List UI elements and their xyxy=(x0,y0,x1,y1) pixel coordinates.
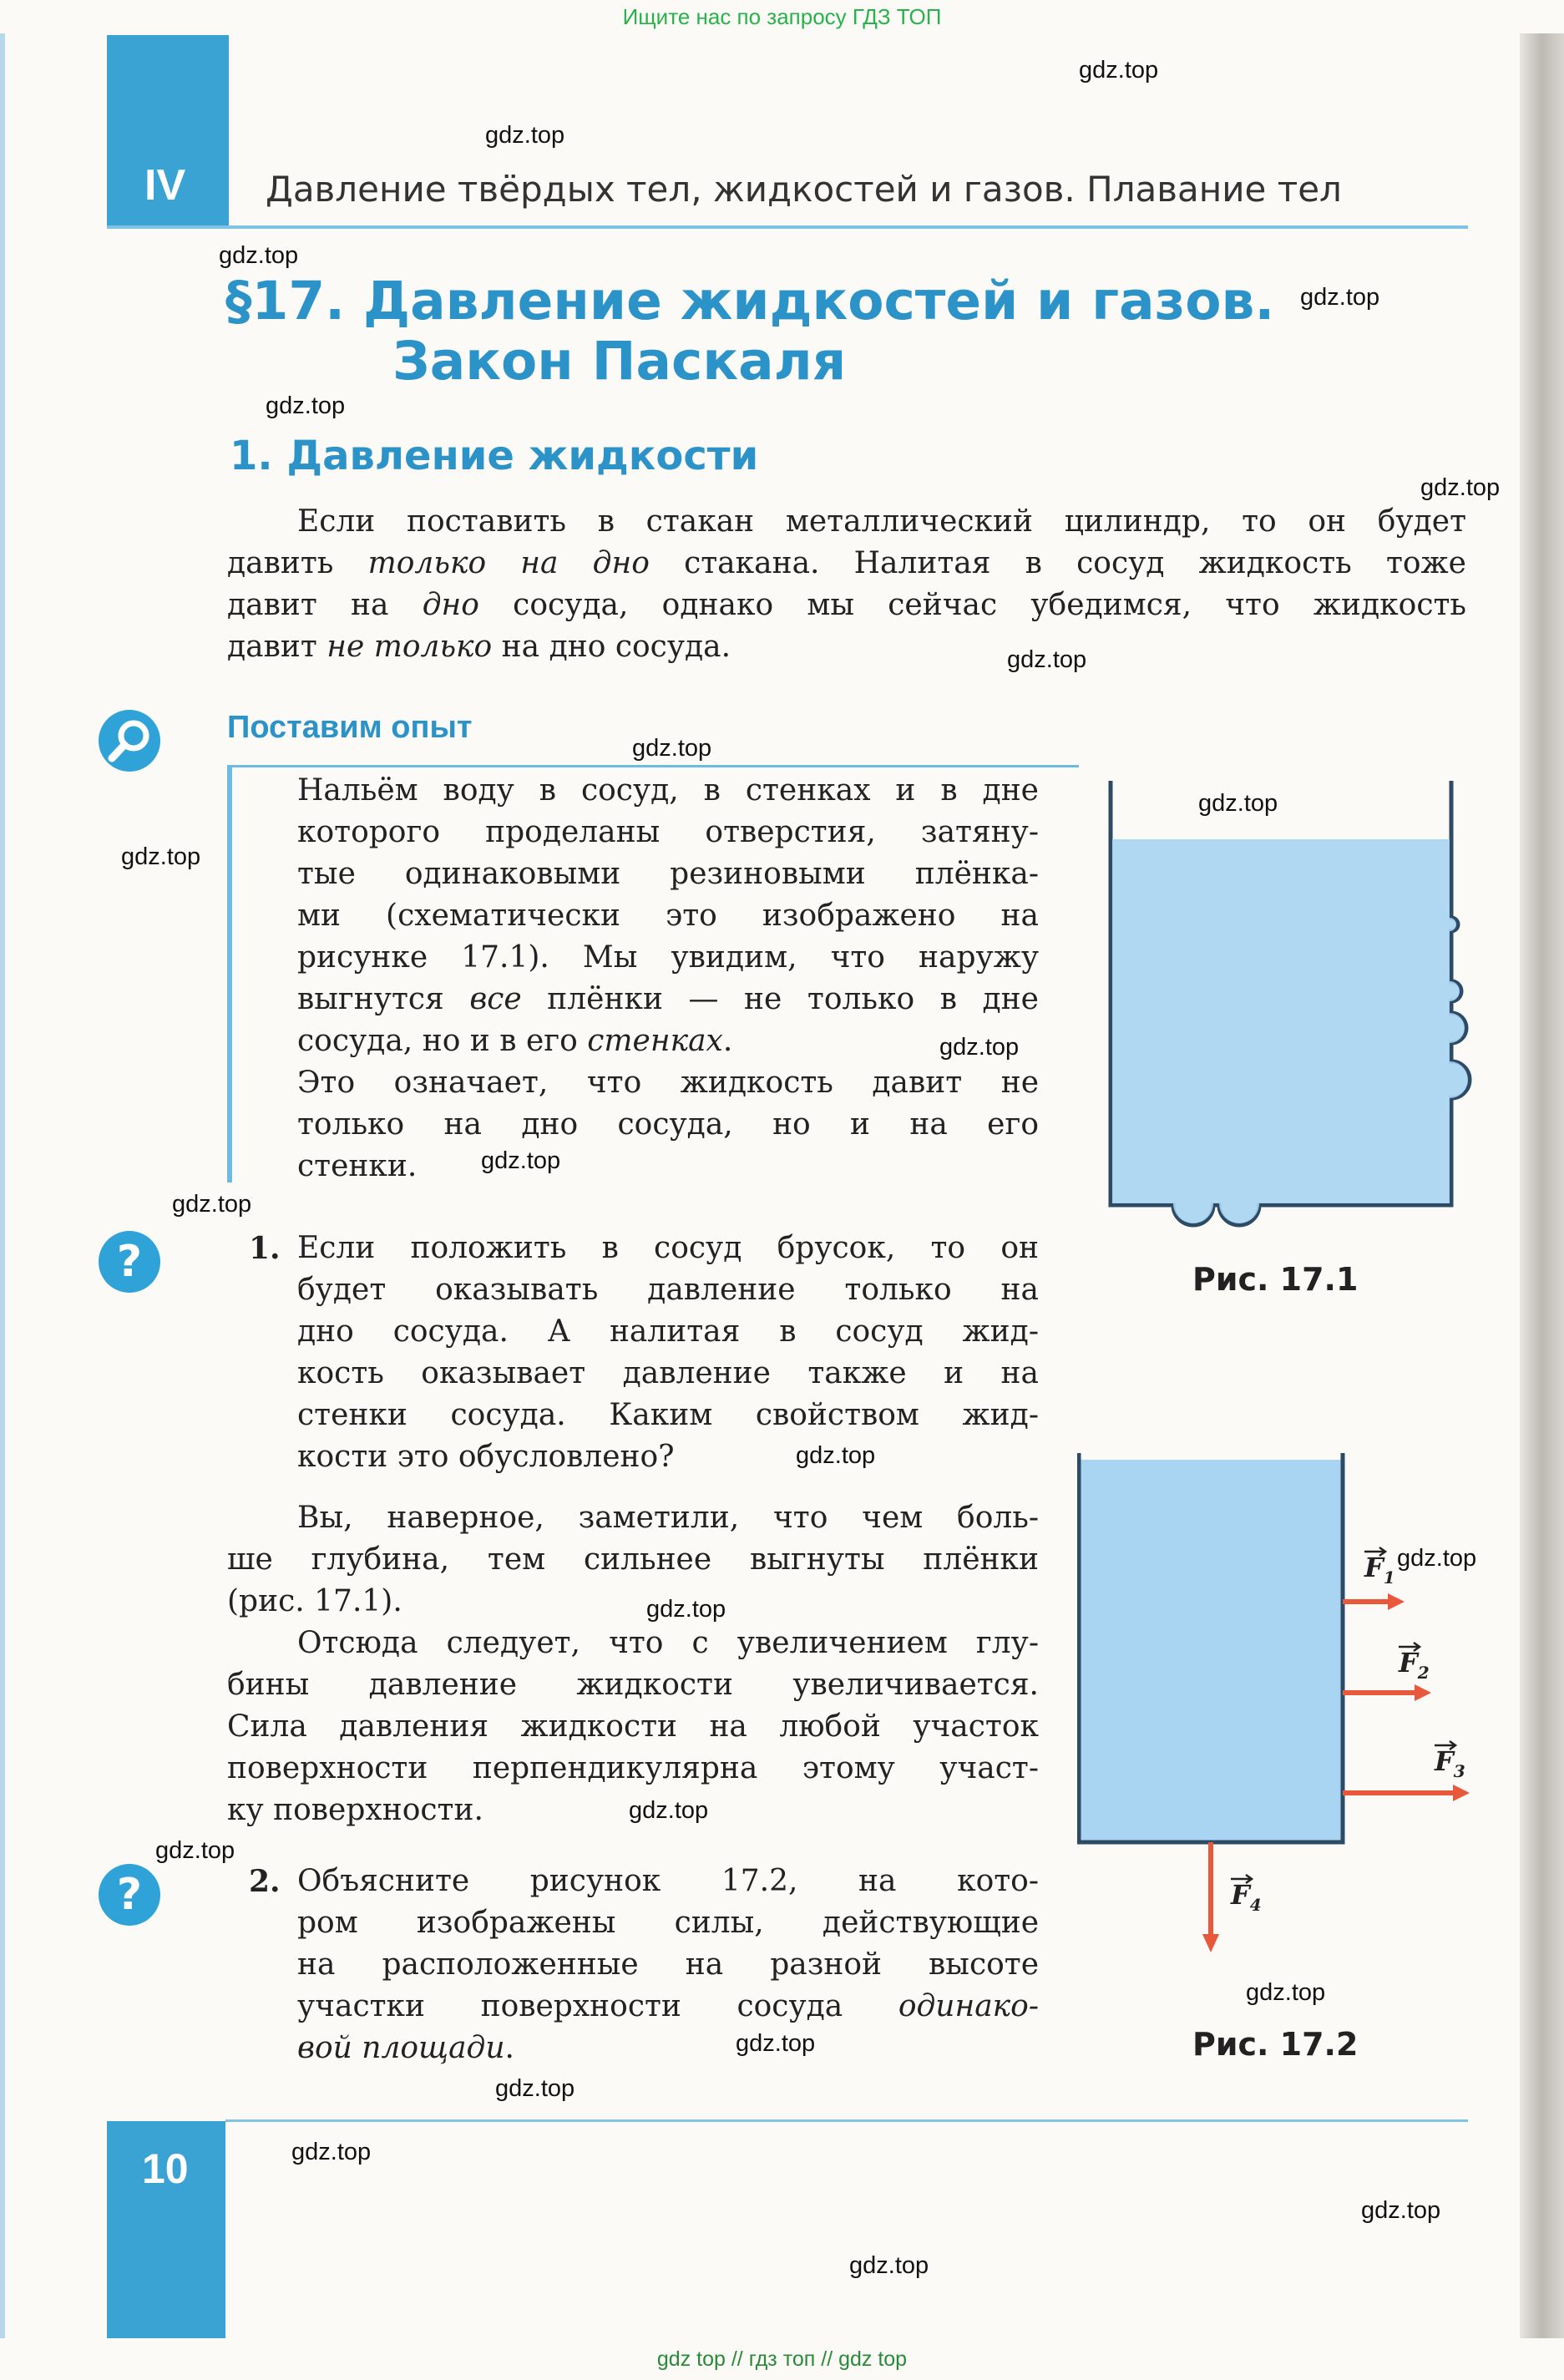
text-line: ку поверхности. xyxy=(227,1793,483,1827)
water xyxy=(1079,1460,1343,1842)
question-line: Если положить в сосуд брусок, то он xyxy=(297,1231,1039,1265)
watermark: gdz.top xyxy=(736,2030,816,2057)
experiment-line: ми (схематически это изображено на xyxy=(297,899,1039,933)
text-line: Отсюда следует, что с увеличением глу- xyxy=(297,1626,1039,1660)
depth-paragraph xyxy=(227,1497,1039,1623)
figure-17-1 xyxy=(1086,781,1478,1232)
experiment-line: выгнутся все плёнки — не только в дне xyxy=(297,982,1039,1016)
experiment-line: сосуда, но и в его стенках. xyxy=(297,1024,733,1058)
watermark: gdz.top xyxy=(1397,1545,1477,1572)
watermark: gdz.top xyxy=(291,2139,372,2165)
watermark: gdz.top xyxy=(1420,474,1501,501)
figure-17-2-caption: Рис. 17.2 xyxy=(1192,2026,1359,2063)
question-line: кости это обусловлено? xyxy=(297,1440,675,1474)
experiment-line: которого проделаны отверстия, затяну- xyxy=(297,815,1039,849)
watermark: gdz.top xyxy=(849,2252,929,2279)
watermark: gdz.top xyxy=(1079,57,1159,84)
experiment-side-rule xyxy=(227,765,232,1182)
top-banner[interactable]: Ищите нас по запросу ГДЗ ТОП xyxy=(622,4,942,29)
question-1-number: 1. xyxy=(249,1231,281,1266)
question-line: стенки сосуда. Каким свойством жид- xyxy=(297,1398,1039,1432)
watermark: gdz.top xyxy=(121,843,201,870)
question-line: ром изображены силы, действующие xyxy=(297,1906,1039,1940)
experiment-title: Поставим опыт xyxy=(227,710,473,745)
question-line: участки поверхности сосуда одинако- xyxy=(297,1989,1039,2023)
watermark: gdz.top xyxy=(1246,1979,1326,2006)
force-label-f3: $F_3$ xyxy=(1435,1745,1465,1781)
magnifier-icon xyxy=(99,710,160,772)
watermark: gdz.top xyxy=(629,1797,709,1824)
force-label-f1: $F_1$ xyxy=(1364,1552,1395,1588)
text-line: Вы, наверное, заметили, что чем боль- xyxy=(297,1501,1039,1535)
page-number: 10 xyxy=(142,2145,189,2192)
experiment-top-rule xyxy=(227,765,1079,767)
subheading: 1. Давление жидкости xyxy=(230,433,759,479)
question-line: вой площади. xyxy=(297,2031,514,2065)
experiment-line: Это означает, что жидкость давит не xyxy=(297,1066,1039,1100)
question-icon: ? xyxy=(99,1864,160,1926)
force-label-f2: $F_2$ xyxy=(1399,1647,1430,1683)
text-line: ше глубина, тем сильнее выгнуты плёнки xyxy=(227,1542,1039,1577)
figure-17-1-caption: Рис. 17.1 xyxy=(1192,1261,1359,1298)
watermark: gdz.top xyxy=(939,1034,1020,1061)
watermark: gdz.top xyxy=(495,2075,575,2102)
question-1-text xyxy=(297,1228,1039,1478)
left-margin-stripe xyxy=(0,33,5,2338)
section-title-line2: Закон Паскаля xyxy=(392,331,847,392)
question-icon: ? xyxy=(99,1231,160,1293)
watermark: gdz.top xyxy=(632,735,712,762)
intro-line: Если поставить в стакан металлический цилиндр, то он будет xyxy=(297,504,1466,539)
question-line: Объясните рисунок 17.2, на кото- xyxy=(297,1864,1039,1898)
watermark: gdz.top xyxy=(481,1147,561,1174)
chapter-tab xyxy=(107,35,229,229)
figure-17-2 xyxy=(1077,1453,1478,1971)
question-2-text xyxy=(297,1861,1039,2069)
watermark: gdz.top xyxy=(485,122,565,149)
intro-paragraph xyxy=(227,501,1466,668)
text-line: (рис. 17.1). xyxy=(227,1584,402,1618)
experiment-line: тые одинаковыми резиновыми плёнка- xyxy=(297,857,1039,891)
watermark: gdz.top xyxy=(1198,790,1278,817)
experiment-line: стенки. xyxy=(297,1149,418,1183)
question-line: дно сосуда. А налитая в сосуд жид- xyxy=(297,1314,1039,1349)
force-arrow-f2 xyxy=(1343,1684,1431,1701)
experiment-line: рисунке 17.1). Мы увидим, что наружу xyxy=(297,940,1039,975)
watermark: gdz.top xyxy=(1007,646,1087,673)
intro-line: давит на дно сосуда, однако мы сейчас убедимся, что жидкость xyxy=(227,588,1466,622)
experiment-line: только на дно сосуда, но и на его xyxy=(297,1107,1039,1142)
watermark: gdz.top xyxy=(155,1837,235,1864)
question-line: будет оказывать давление только на xyxy=(297,1273,1039,1307)
text-line: поверхности перпендикулярна этому участ- xyxy=(227,1751,1039,1785)
bottom-banner[interactable]: gdz top // гдз топ // gdz top xyxy=(656,2347,908,2371)
experiment-line: Нальём воду в сосуд, в стенках и в дне xyxy=(297,773,1039,808)
page-edge-shadow xyxy=(1520,33,1564,2338)
question-line: кость оказывает давление также и на xyxy=(297,1356,1039,1390)
intro-line: давить только на дно стакана. Налитая в сосуд жидкость тоже xyxy=(227,546,1466,580)
water xyxy=(1112,839,1468,1223)
header-rule xyxy=(107,225,1468,229)
section-title-line1: §17. Давление жидкостей и газов. xyxy=(225,271,1275,332)
watermark: gdz.top xyxy=(796,1442,876,1469)
question-2-number: 2. xyxy=(249,1864,281,1899)
force-label-f4: $F_4$ xyxy=(1231,1879,1262,1915)
page-number-tab xyxy=(107,2121,225,2338)
watermark: gdz.top xyxy=(1361,2197,1441,2224)
experiment-text xyxy=(297,770,1039,1187)
section-title xyxy=(225,271,1274,392)
question-line: на расположенные на разной высоте xyxy=(297,1947,1039,1982)
force-arrow-f3 xyxy=(1343,1785,1470,1801)
watermark: gdz.top xyxy=(646,1596,726,1623)
text-line: Сила давления жидкости на любой участок xyxy=(227,1709,1039,1744)
force-arrow-f4 xyxy=(1202,1842,1219,1952)
force-arrow-f1 xyxy=(1343,1593,1405,1610)
footer-rule xyxy=(225,2119,1468,2122)
watermark: gdz.top xyxy=(219,242,299,269)
watermark: gdz.top xyxy=(266,392,346,419)
intro-line: давит не только на дно сосуда. xyxy=(227,630,731,664)
text-line: бины давление жидкости увеличивается. xyxy=(227,1668,1039,1702)
watermark: gdz.top xyxy=(172,1191,252,1218)
chapter-title: Давление твёрдых тел, жидкостей и газов. Плавание тел xyxy=(266,169,1342,210)
watermark: gdz.top xyxy=(1300,284,1380,311)
chapter-number: IV xyxy=(144,161,186,210)
